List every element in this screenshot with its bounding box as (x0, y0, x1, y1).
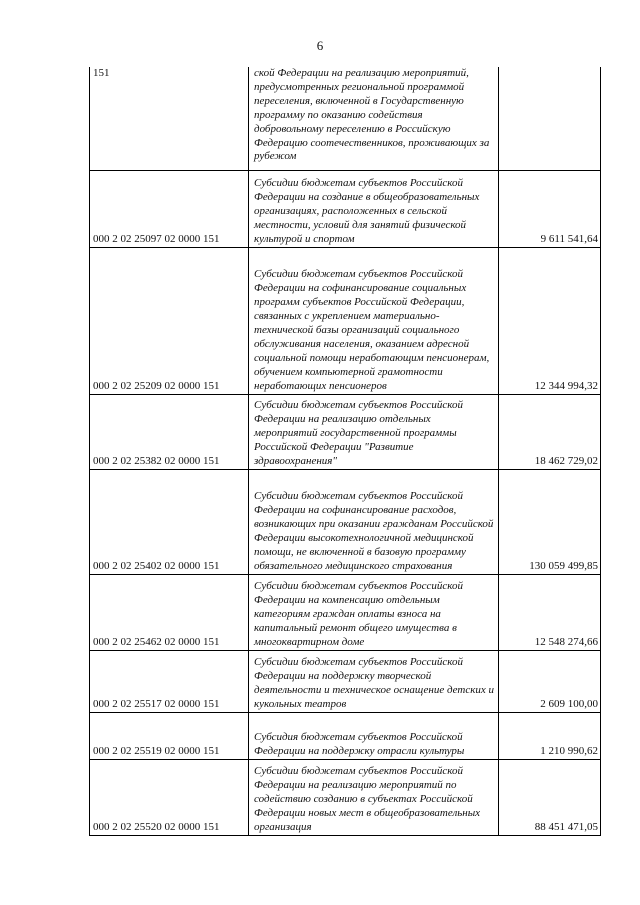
table-row (90, 712, 601, 759)
budget-code-cell: 000 2 02 25097 02 0000 151 (90, 170, 249, 247)
table-row (90, 247, 601, 394)
table-row (90, 650, 601, 712)
table-row (90, 469, 601, 574)
budget-amount-cell: 2 609 100,00 (499, 650, 601, 712)
budget-name-cell: Субсидии бюджетам субъектов Российской Федерации на софинансирование расходов, возникающих при оказании гражданам Российской Федерации высокотехнологичной медицинской помощи, не включенной в базовую программу обязательного медицинского страхования (249, 469, 499, 574)
table-row (90, 67, 601, 170)
page-number: 6 (316, 38, 324, 53)
budget-code-cell: 000 2 02 25520 02 0000 151 (90, 759, 249, 835)
budget-name-cell: Субсидии бюджетам субъектов Российской Федерации на компенсацию отдельным категориям граждан оплаты взноса на капитальный ремонт общего имущества в многоквартирном доме (249, 574, 499, 650)
budget-code-cell: 000 2 02 25382 02 0000 151 (90, 394, 249, 469)
budget-amount-cell: 12 548 274,66 (499, 574, 601, 650)
budget-name-cell: Субсидии бюджетам субъектов Российской Федерации на софинансирование социальных программ субъектов Российской Федерации, связанных с укреплением материально-технической базы организаций социального обслуживания населения, оказанием адресной социальной помощи неработающим пенсионерам, обучением компьютерной грамотности неработающих пенсионеров (249, 247, 499, 394)
budget-name-cell: ской Федерации на реализацию мероприятий, предусмотренных региональной программой переселения, включенной в Государственную программу по оказанию содействия добровольному переселению в Российскую Федерацию соотечественников, проживающих за рубежом (249, 67, 499, 170)
budget-code-cell: 000 2 02 25517 02 0000 151 (90, 650, 249, 712)
budget-amount-cell: 130 059 499,85 (499, 469, 601, 574)
budget-name-cell: Субсидии бюджетам субъектов Российской Федерации на создание в общеобразовательных организациях, расположенных в сельской местности, условий для занятий физической культурой и спортом (249, 170, 499, 247)
budget-code-cell: 000 2 02 25462 02 0000 151 (90, 574, 249, 650)
table-row (90, 574, 601, 650)
budget-code-cell: 000 2 02 25209 02 0000 151 (90, 247, 249, 394)
budget-amount-cell: 12 344 994,32 (499, 247, 601, 394)
table-row (90, 170, 601, 247)
budget-name-cell: Субсидия бюджетам субъектов Российской Федерации на поддержку отрасли культуры (249, 712, 499, 759)
budget-code-cell: 151 (90, 67, 249, 170)
table-row (90, 759, 601, 835)
budget-amount-cell (499, 67, 601, 170)
budget-name-cell: Субсидии бюджетам субъектов Российской Федерации на реализацию мероприятий по содействию созданию в субъектах Российской Федерации новых мест в общеобразовательных организация (249, 759, 499, 835)
budget-amount-cell: 1 210 990,62 (499, 712, 601, 759)
table-row (90, 394, 601, 469)
budget-name-cell: Субсидии бюджетам субъектов Российской Федерации на реализацию отдельных мероприятий государственной программы Российской Федерации "Развитие здравоохранения" (249, 394, 499, 469)
budget-amount-cell: 88 451 471,05 (499, 759, 601, 835)
budget-amount-cell: 9 611 541,64 (499, 170, 601, 247)
budget-table (89, 67, 601, 836)
budget-name-cell: Субсидии бюджетам субъектов Российской Федерации на поддержку творческой деятельности и техническое оснащение детских и кукольных театров (249, 650, 499, 712)
budget-amount-cell: 18 462 729,02 (499, 394, 601, 469)
budget-code-cell: 000 2 02 25402 02 0000 151 (90, 469, 249, 574)
budget-code-cell: 000 2 02 25519 02 0000 151 (90, 712, 249, 759)
